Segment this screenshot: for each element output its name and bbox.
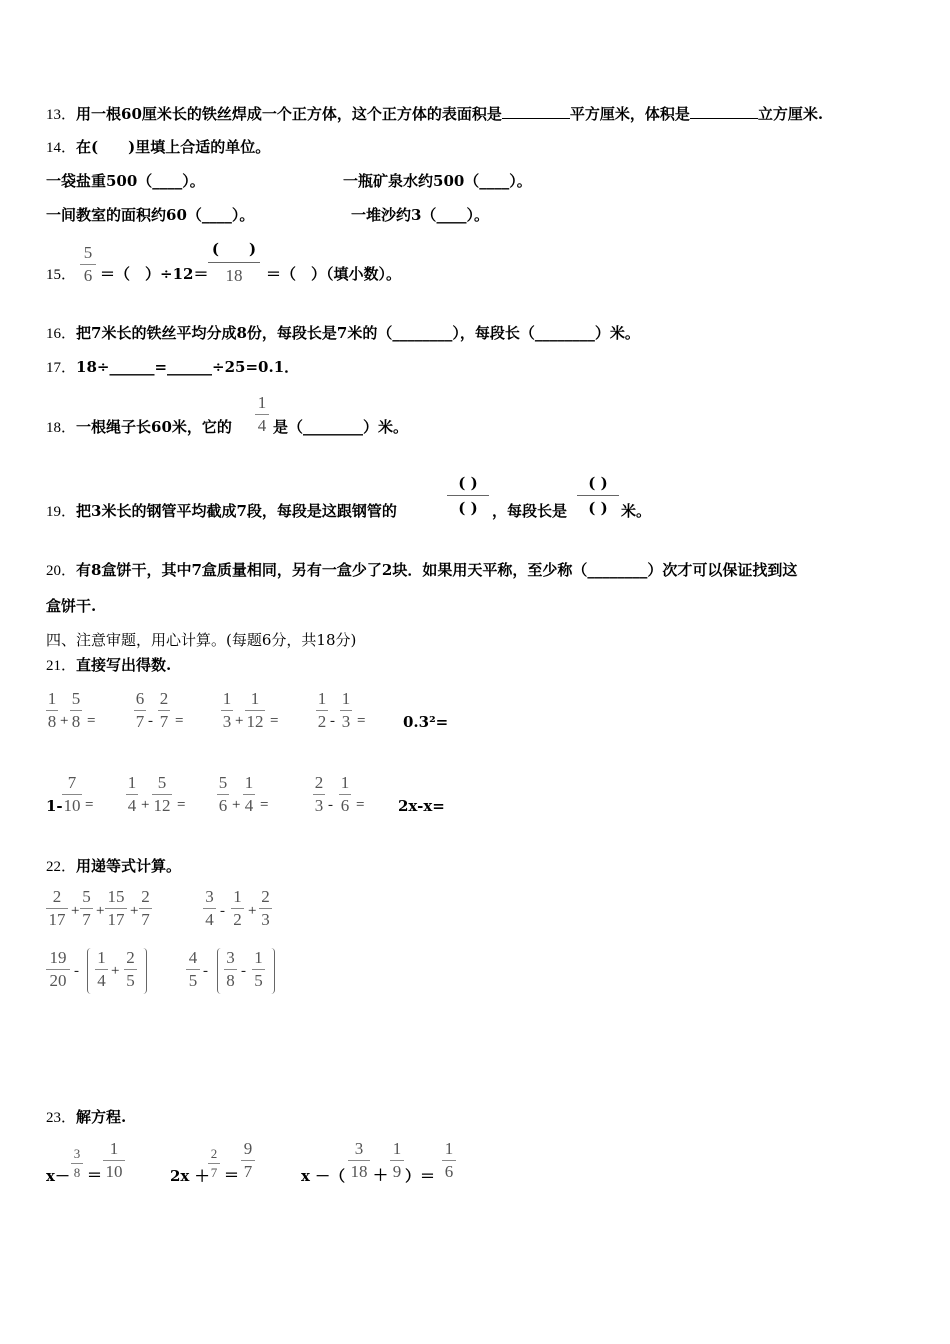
denominator: 6	[444, 1162, 454, 1181]
q14-item-classroom[interactable]: 一间教室的面积约60（____）。	[46, 206, 255, 224]
numerator: 3	[226, 948, 235, 967]
denominator: 17	[107, 910, 125, 929]
q14-item-salt[interactable]: 一袋盐重500（____）。	[46, 172, 205, 190]
denominator: 7	[82, 910, 91, 929]
fraction	[95, 948, 108, 990]
numerator: 1	[257, 393, 267, 412]
operator: -	[241, 963, 246, 979]
fraction	[158, 689, 170, 731]
denominator: 18	[350, 1162, 368, 1181]
question-19	[46, 502, 397, 521]
denominator: 9	[392, 1162, 402, 1181]
q21-r2-last[interactable]: 2x-x=	[398, 797, 445, 815]
numerator: 1	[97, 948, 106, 967]
paren-fraction[interactable]	[208, 238, 260, 286]
denominator: 8	[71, 712, 81, 731]
operator: +	[111, 963, 120, 979]
denominator: 5	[188, 971, 198, 990]
denominator: 2	[317, 712, 327, 731]
fraction	[203, 887, 216, 929]
question-text: 直接写出得数.	[76, 656, 172, 674]
question-number: 20．	[46, 563, 77, 579]
denominator: 3	[314, 796, 324, 815]
question-13	[46, 104, 823, 124]
denominator: 5	[254, 971, 263, 990]
answer-blank[interactable]	[502, 104, 570, 119]
question-number: 19．	[46, 504, 77, 520]
operator: +	[248, 903, 257, 919]
section-heading: 四、注意审题，用心计算。(每题6分，共18分)	[46, 631, 357, 649]
question-14	[46, 138, 270, 157]
fraction	[224, 948, 237, 990]
fraction	[46, 689, 58, 731]
numerator: 1	[254, 948, 263, 967]
denominator: 7	[135, 712, 145, 731]
question-text: 把3米长的钢管平均截成7段，每段是这跟钢管的	[76, 502, 397, 520]
fraction	[348, 1139, 370, 1181]
denominator: 10	[63, 796, 81, 815]
fraction	[80, 243, 96, 285]
denominator: 7	[141, 910, 150, 929]
numerator: 3	[354, 1139, 364, 1158]
numerator: 1	[244, 773, 254, 792]
denominator-blank: ( )	[588, 499, 608, 517]
fraction	[340, 689, 352, 731]
operator: -	[203, 963, 208, 979]
question-number: 18．	[46, 420, 77, 436]
question-20	[46, 561, 797, 580]
fraction	[80, 887, 93, 929]
question-20-cont: 盒饼干.	[46, 597, 97, 615]
operator: +	[235, 713, 244, 729]
denominator: 4	[244, 796, 254, 815]
question-16	[46, 324, 640, 343]
operator: +	[232, 797, 241, 813]
equals-sign[interactable]: =	[177, 797, 186, 813]
fraction	[124, 948, 137, 990]
fraction	[62, 773, 82, 815]
fraction	[442, 1139, 456, 1181]
question-22	[46, 857, 181, 876]
numerator: 2	[314, 773, 324, 792]
numerator: 19	[49, 948, 67, 967]
fraction	[46, 948, 70, 990]
equals-sign: ＝	[87, 1166, 103, 1184]
equation-text: ）＝	[405, 1167, 436, 1185]
equals-sign[interactable]: =	[175, 713, 184, 729]
question-text: 在( )里填上合适的单位。	[76, 138, 271, 156]
denominator: 17	[48, 910, 66, 929]
operator: -	[74, 963, 79, 979]
question-text: 用一根60厘米长的铁丝焊成一个正方体，这个正方体的表面积是	[76, 105, 502, 123]
equals-sign[interactable]: =	[356, 797, 365, 813]
denominator: 8	[73, 1165, 81, 1180]
q15-end[interactable]: ＝（ ）（填小数）。	[266, 265, 402, 283]
fraction	[259, 887, 272, 929]
numerator: 1	[317, 689, 327, 708]
numerator: 5	[83, 243, 93, 262]
question-text: 一根绳子长60米，它的	[76, 418, 232, 436]
denominator: 10	[105, 1162, 123, 1181]
numerator: 2	[210, 1146, 218, 1161]
numerator: 3	[205, 887, 214, 906]
question-number: 16．	[46, 326, 77, 342]
numerator: 5	[218, 773, 228, 792]
denominator: 12	[153, 796, 171, 815]
fraction	[103, 1139, 125, 1181]
denominator: 8	[226, 971, 235, 990]
question-number: 23．	[46, 1110, 77, 1126]
numerator: 2	[52, 887, 62, 906]
numerator: 9	[243, 1139, 253, 1158]
numerator: 2	[261, 887, 270, 906]
numerator: 15	[107, 887, 125, 906]
fraction	[70, 689, 82, 731]
denominator: 3	[261, 910, 270, 929]
fraction	[241, 1139, 255, 1181]
numerator: 5	[157, 773, 167, 792]
numerator: 1	[250, 689, 260, 708]
equation-text: x －（	[301, 1167, 346, 1185]
numerator: 6	[135, 689, 145, 708]
question-text: 平方厘米，体积是	[569, 105, 690, 123]
denominator: 7	[243, 1162, 253, 1181]
equals-sign[interactable]: =	[270, 713, 279, 729]
q21-r1-last[interactable]: 0.3²=	[403, 713, 449, 731]
fraction	[105, 887, 127, 929]
question-text: 用递等式计算。	[76, 857, 182, 875]
denominator: 12	[246, 712, 264, 731]
denominator: 4	[127, 796, 137, 815]
denominator: 4	[257, 416, 267, 435]
operator: +	[141, 797, 150, 813]
fraction	[221, 689, 233, 731]
numerator: 2	[126, 948, 135, 967]
equals-sign[interactable]: =	[357, 713, 366, 729]
denominator-blank: ( )	[458, 499, 478, 517]
operator: +	[130, 903, 139, 919]
denominator: 6	[83, 266, 93, 285]
numerator: 7	[67, 773, 77, 792]
denominator: 7	[159, 712, 169, 731]
fraction	[139, 887, 152, 929]
numerator: 2	[159, 689, 169, 708]
denominator: 6	[340, 796, 350, 815]
q21-r2-pre: 1-	[46, 797, 63, 815]
question-number: 17．	[46, 360, 77, 376]
equals-sign: ＝	[224, 1166, 240, 1184]
denominator: 4	[205, 910, 214, 929]
numerator-blank: ( )	[588, 474, 608, 492]
operator: ＋	[373, 1166, 389, 1184]
question-18	[46, 418, 232, 437]
paren-fraction-1[interactable]	[447, 474, 489, 517]
numerator: 1	[127, 773, 137, 792]
question-number: 14．	[46, 140, 77, 156]
numerator: 2	[141, 887, 150, 906]
fraction	[243, 773, 255, 815]
numerator: 1	[47, 689, 57, 708]
numerator: 1	[340, 773, 350, 792]
fraction	[316, 689, 328, 731]
q14-item-sand[interactable]: 一堆沙约3（____）。	[351, 206, 489, 224]
numerator: 1	[341, 689, 351, 708]
fraction	[313, 773, 325, 815]
numerator: 3	[73, 1146, 81, 1161]
fraction	[231, 887, 244, 929]
fraction	[252, 948, 265, 990]
fraction	[46, 887, 68, 929]
question-17	[46, 358, 299, 377]
numerator: 1	[444, 1139, 454, 1158]
fraction	[208, 1146, 220, 1180]
fraction	[245, 689, 265, 731]
numerator: 5	[71, 689, 81, 708]
fraction	[134, 689, 146, 731]
denominator: 20	[49, 971, 67, 990]
numerator: 1	[222, 689, 232, 708]
question-15	[46, 265, 76, 284]
q18-end[interactable]: 是（________）米。	[273, 418, 409, 436]
equals-sign[interactable]: =	[87, 713, 96, 729]
fraction	[186, 948, 200, 990]
numerator: 1	[392, 1139, 402, 1158]
fraction	[339, 773, 351, 815]
fraction	[71, 1146, 83, 1180]
question-text: 立方厘米.	[757, 105, 824, 123]
question-number: 21．	[46, 658, 77, 674]
question-text: 解方程.	[76, 1108, 127, 1126]
fraction	[152, 773, 172, 815]
fraction	[217, 773, 229, 815]
denominator: 18	[225, 266, 243, 285]
operator: -	[328, 797, 333, 813]
equals-sign[interactable]: =	[85, 797, 94, 813]
operator: +	[60, 713, 69, 729]
question-number: 22．	[46, 859, 77, 875]
numerator: 1	[233, 887, 242, 906]
denominator: 7	[210, 1165, 218, 1180]
denominator: 3	[222, 712, 232, 731]
denominator: 2	[233, 910, 242, 929]
equation-text: x－	[46, 1167, 70, 1185]
q15-middle[interactable]: ＝（ ）÷12＝	[100, 265, 209, 283]
question-text[interactable]: 有8盒饼干，其中7盒质量相同，另有一盒少了2块．如果用天平称，至少称（________）次才可以保证找到这	[76, 561, 798, 579]
operator: +	[96, 903, 105, 919]
question-number: 13．	[46, 107, 77, 123]
question-21	[46, 656, 171, 675]
denominator: 5	[126, 971, 135, 990]
denominator: 4	[97, 971, 106, 990]
operator: -	[148, 713, 153, 729]
numerator: 4	[188, 948, 198, 967]
q19-end: 米。	[621, 502, 652, 520]
numerator-blank: ( )	[211, 240, 257, 258]
numerator: 1	[109, 1139, 119, 1158]
fraction	[255, 393, 269, 435]
equation-text: 2x ＋	[170, 1167, 210, 1185]
fraction	[126, 773, 138, 815]
numerator-blank: ( )	[458, 474, 478, 492]
question-23	[46, 1108, 126, 1127]
equals-sign[interactable]: =	[260, 797, 269, 813]
paren-fraction-2[interactable]	[577, 474, 619, 517]
operator: -	[330, 713, 335, 729]
denominator: 6	[218, 796, 228, 815]
q14-item-water[interactable]: 一瓶矿泉水约500（____）。	[343, 172, 532, 190]
question-text[interactable]: 把7米长的铁丝平均分成8份，每段长是7米的（________），每段长（________）米。	[76, 324, 640, 342]
numerator: 5	[82, 887, 91, 906]
operator: -	[220, 903, 225, 919]
question-number: 15．	[46, 267, 77, 283]
denominator: 8	[47, 712, 57, 731]
fraction	[390, 1139, 404, 1181]
q19-middle: ，每段长是	[492, 502, 568, 520]
question-text[interactable]: 18÷______=______÷25=0.1．	[76, 358, 300, 376]
denominator: 3	[341, 712, 351, 731]
answer-blank[interactable]	[690, 104, 758, 119]
operator: +	[71, 903, 80, 919]
